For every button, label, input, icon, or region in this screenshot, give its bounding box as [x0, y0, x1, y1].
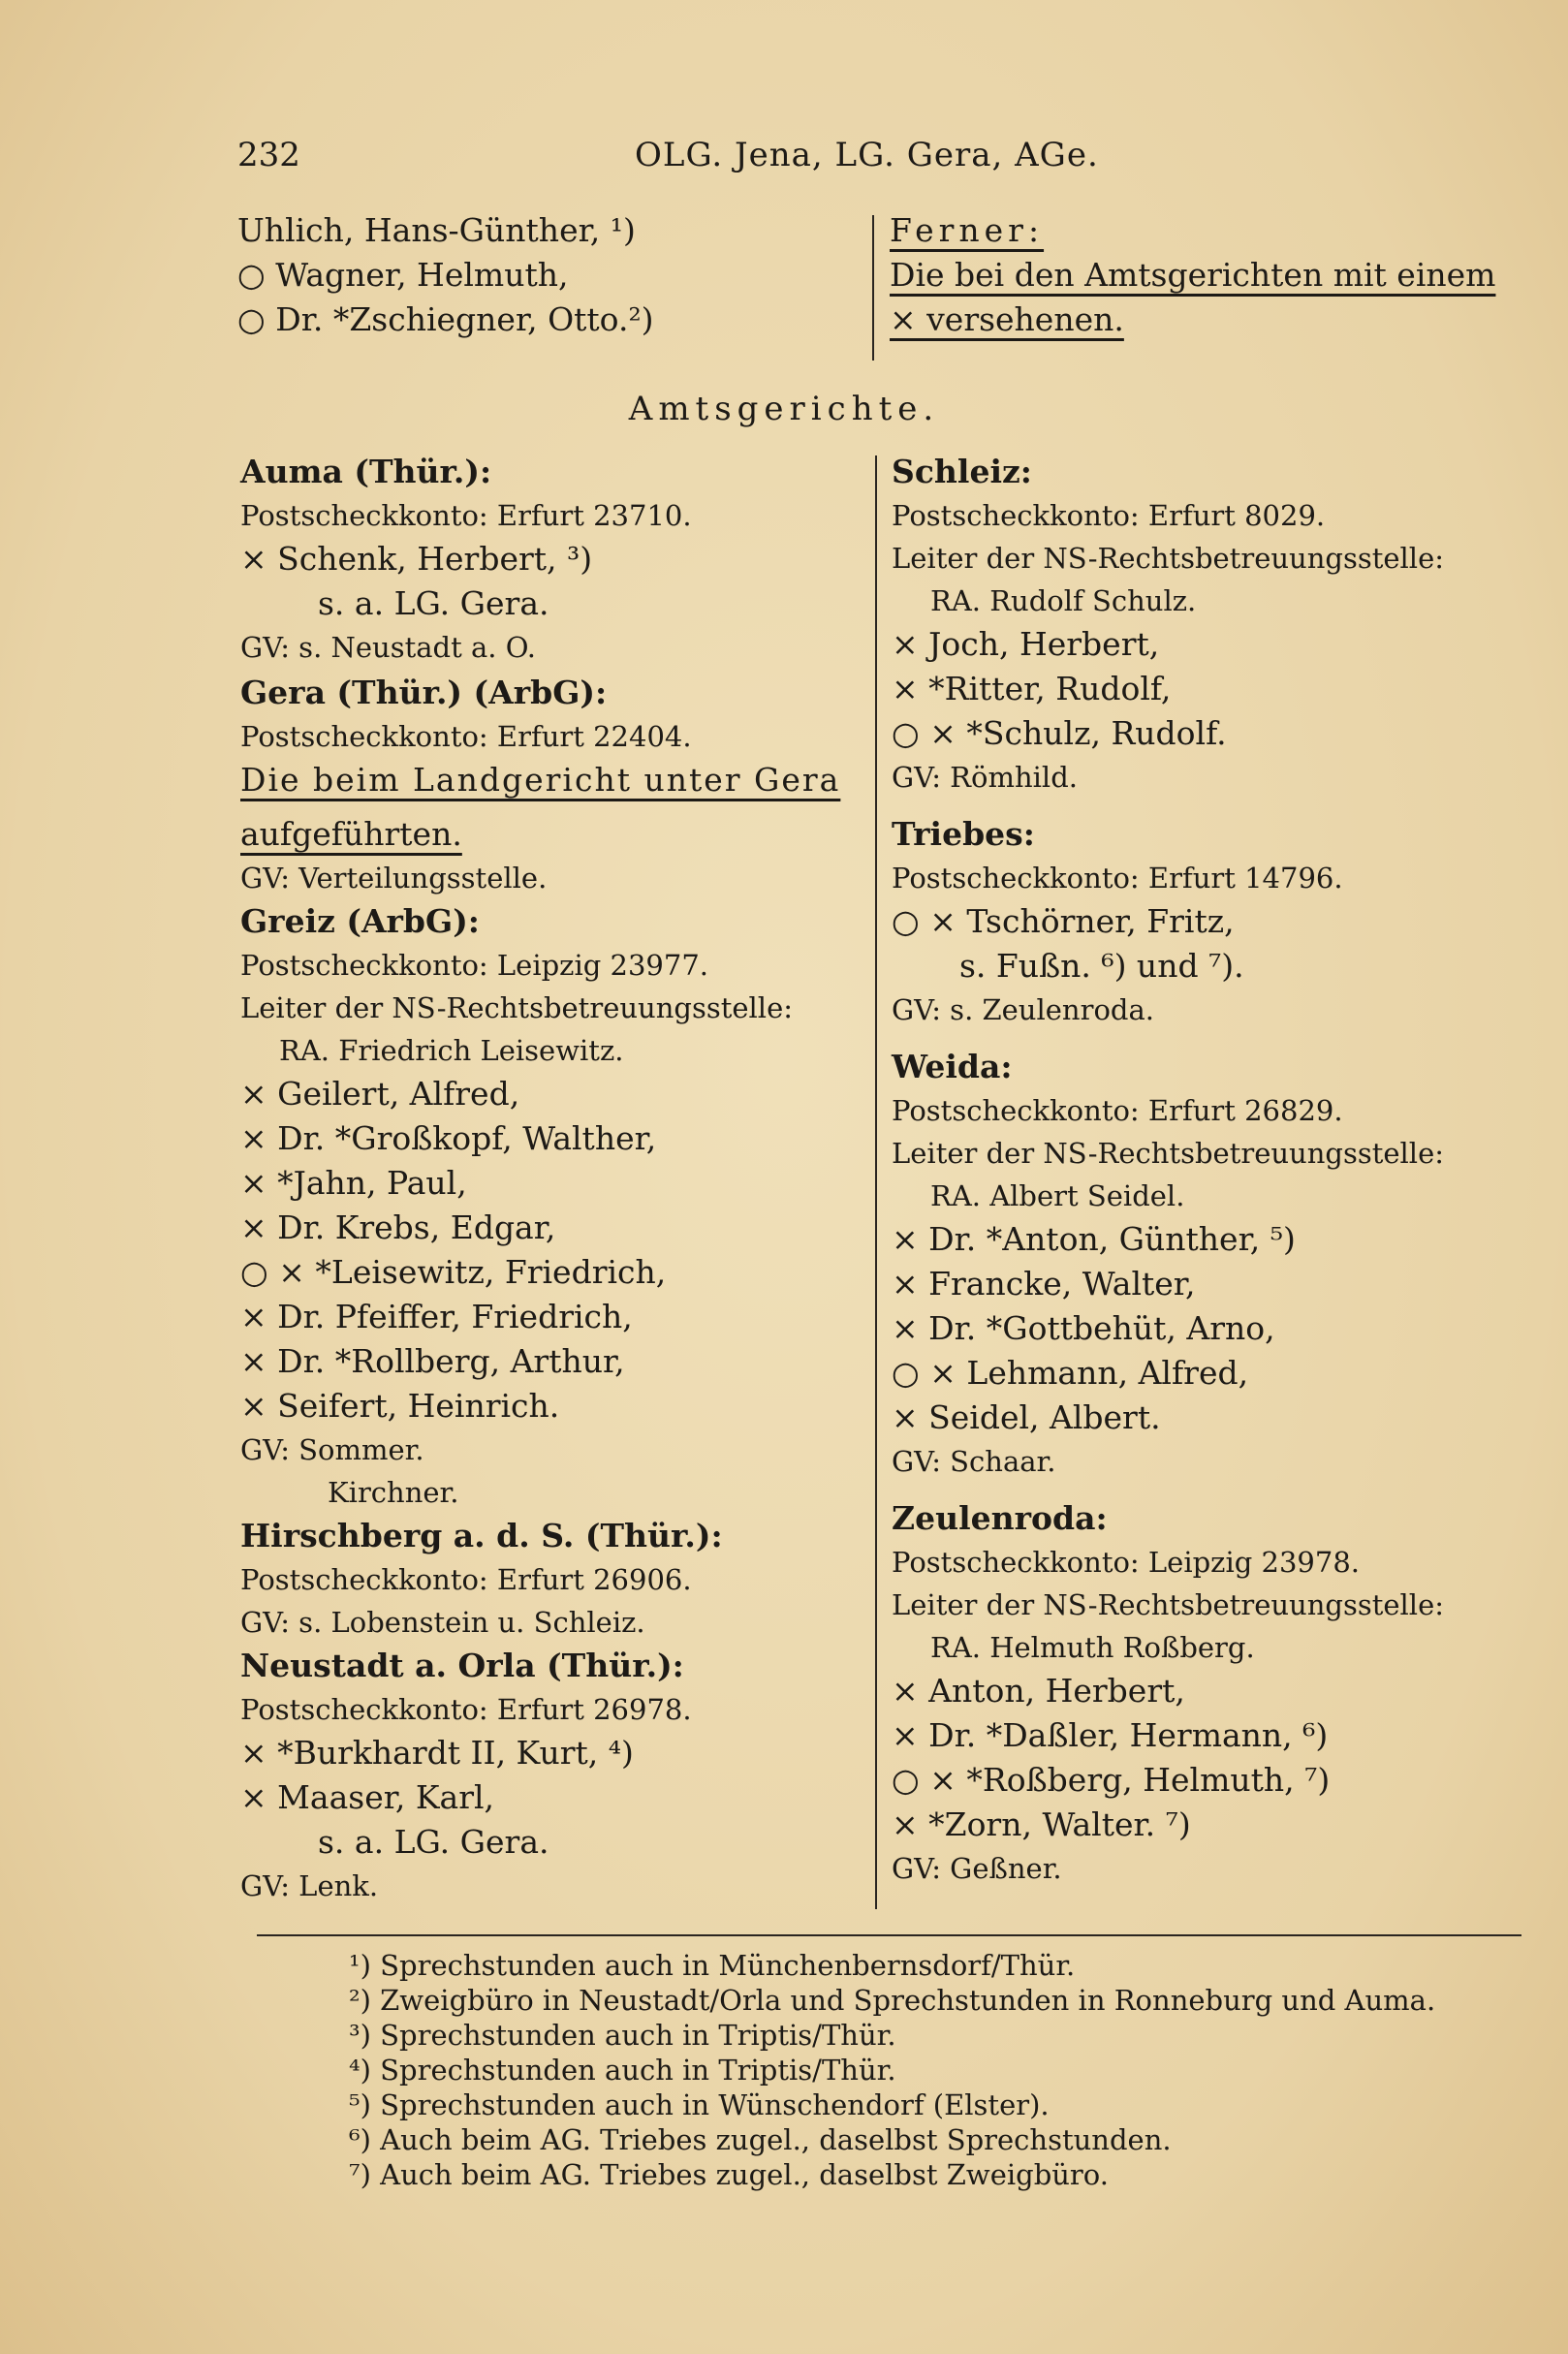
- list-item: ○ × Tschörner, Fritz,: [892, 902, 1235, 940]
- footnote: ³) Sprechstunden auch in Triptis/Thür.: [349, 2019, 896, 2052]
- list-item: × Seifert, Heinrich.: [240, 1387, 560, 1425]
- leiter-zeulenroda: Leiter der NS-Rechtsbetreuungsstelle:: [892, 1588, 1445, 1621]
- gv-greiz-2: Kirchner.: [328, 1476, 459, 1509]
- list-item: × Dr. *Daßler, Hermann, ⁶): [892, 1716, 1329, 1754]
- list-item: × Maaser, Karl,: [240, 1778, 495, 1816]
- postscheck-schleiz: Postscheckkonto: Erfurt 8029.: [892, 499, 1326, 532]
- court-heading-greiz: Greiz (ArbG):: [240, 902, 480, 940]
- list-item: ○ × *Roßberg, Helmuth, ⁷): [892, 1761, 1331, 1799]
- postscheck-hirschberg: Postscheckkonto: Erfurt 26906.: [240, 1563, 692, 1596]
- list-item: × Dr. Pfeiffer, Friedrich,: [240, 1298, 633, 1335]
- postscheck-greiz: Postscheckkonto: Leipzig 23977.: [240, 949, 708, 982]
- footnote: ¹) Sprechstunden auch in Münchenbernsdorf/Thür.: [349, 1949, 1076, 1982]
- list-item: ○ Dr. *Zschiegner, Otto.²): [237, 300, 654, 338]
- gv-schleiz: GV: Römhild.: [892, 761, 1078, 794]
- leiter-schleiz: Leiter der NS-Rechtsbetreuungsstelle:: [892, 542, 1445, 575]
- gera-note-2: aufgeführten.: [240, 815, 462, 853]
- leiter-greiz: Leiter der NS-Rechtsbetreuungsstelle:: [240, 991, 794, 1024]
- leiter-name-zeulenroda: RA. Helmuth Roßberg.: [930, 1631, 1255, 1664]
- gv-greiz: GV: Sommer.: [240, 1433, 424, 1466]
- list-item-note: s. a. LG. Gera.: [318, 1823, 549, 1861]
- list-item: × *Jahn, Paul,: [240, 1164, 467, 1202]
- list-item: ○ × *Leisewitz, Friedrich,: [240, 1253, 667, 1291]
- top-left-list: [237, 208, 858, 342]
- ferner-line-2: × versehenen.: [890, 300, 1124, 338]
- leiter-name-greiz: RA. Friedrich Leisewitz.: [279, 1034, 624, 1067]
- court-heading-schleiz: Schleiz:: [892, 453, 1032, 490]
- court-heading-neustadt: Neustadt a. Orla (Thür.):: [240, 1647, 684, 1684]
- list-item: × Dr. *Rollberg, Arthur,: [240, 1342, 625, 1380]
- footnote: ⁷) Auch beim AG. Triebes zugel., daselbst Zweigbüro.: [349, 2158, 1109, 2191]
- list-item: × Dr. Krebs, Edgar,: [240, 1208, 556, 1246]
- list-item: × Dr. *Großkopf, Walther,: [240, 1119, 657, 1157]
- gv-neustadt: GV: Lenk.: [240, 1869, 379, 1902]
- footnote: ⁶) Auch beim AG. Triebes zugel., daselbst Sprechstunden.: [349, 2123, 1172, 2156]
- footnote: ²) Zweigbüro in Neustadt/Orla und Sprechstunden in Ronneburg und Auma.: [349, 1984, 1436, 2017]
- footnotes: [349, 1948, 1560, 2192]
- list-item: ○ × *Schulz, Rudolf.: [892, 714, 1227, 752]
- gv-triebes: GV: s. Zeulenroda.: [892, 993, 1154, 1026]
- list-item: × Seidel, Albert.: [892, 1398, 1161, 1436]
- postscheck-gera: Postscheckkonto: Erfurt 22404.: [240, 720, 692, 753]
- footnote: ⁵) Sprechstunden auch in Wünschendorf (Elster).: [349, 2088, 1050, 2121]
- list-item: × Schenk, Herbert, ³): [240, 540, 593, 578]
- court-heading-weida: Weida:: [892, 1048, 1013, 1085]
- list-item: ○ × Lehmann, Alfred,: [892, 1354, 1249, 1392]
- gv-hirschberg: GV: s. Lobenstein u. Schleiz.: [240, 1606, 645, 1639]
- footnote-divider: [257, 1934, 1521, 1936]
- postscheck-zeulenroda: Postscheckkonto: Leipzig 23978.: [892, 1546, 1360, 1579]
- list-item: × Dr. *Anton, Günther, ⁵): [892, 1220, 1296, 1258]
- column-divider: [875, 455, 877, 1909]
- list-item: × *Zorn, Walter. ⁷): [892, 1805, 1191, 1843]
- list-item: × Anton, Herbert,: [892, 1672, 1185, 1710]
- footnote: ⁴) Sprechstunden auch in Triptis/Thür.: [349, 2054, 896, 2087]
- postscheck-neustadt: Postscheckkonto: Erfurt 26978.: [240, 1693, 692, 1726]
- list-item: × Francke, Walter,: [892, 1265, 1196, 1303]
- court-heading-zeulenroda: Zeulenroda:: [892, 1499, 1108, 1537]
- list-item-note: s. Fußn. ⁶) und ⁷).: [959, 947, 1244, 985]
- list-item: ○ Wagner, Helmuth,: [237, 256, 569, 294]
- postscheck-auma: Postscheckkonto: Erfurt 23710.: [240, 499, 692, 532]
- postscheck-triebes: Postscheckkonto: Erfurt 14796.: [892, 862, 1343, 895]
- gv-auma: GV: s. Neustadt a. O.: [240, 631, 536, 664]
- ferner-heading: Ferner:: [890, 211, 1045, 249]
- ferner-block: [890, 208, 1520, 342]
- list-item: × Dr. *Gottbehüt, Arno,: [892, 1309, 1275, 1347]
- page-header: [237, 136, 1526, 184]
- right-column: [892, 450, 1531, 1890]
- list-item: × *Burkhardt II, Kurt, ⁴): [240, 1734, 634, 1772]
- court-heading-triebes: Triebes:: [892, 815, 1035, 853]
- gv-weida: GV: Schaar.: [892, 1445, 1056, 1478]
- list-item: × Joch, Herbert,: [892, 625, 1160, 663]
- column-divider-top: [872, 215, 874, 361]
- list-item: Uhlich, Hans-Günther, ¹): [237, 211, 636, 249]
- list-item: × *Ritter, Rudolf,: [892, 670, 1172, 707]
- leiter-name-schleiz: RA. Rudolf Schulz.: [930, 584, 1197, 617]
- gera-note-1: Die beim Landgericht unter Gera: [240, 761, 841, 799]
- leiter-name-weida: RA. Albert Seidel.: [930, 1179, 1185, 1212]
- section-title: Amtsgerichte.: [628, 390, 940, 428]
- court-heading-hirschberg: Hirschberg a. d. S. (Thür.):: [240, 1517, 723, 1554]
- gv-zeulenroda: GV: Geßner.: [892, 1852, 1062, 1885]
- left-column: [240, 450, 861, 1907]
- running-title: OLG. Jena, LG. Gera, AGe.: [635, 136, 1099, 174]
- court-heading-gera: Gera (Thür.) (ArbG):: [240, 674, 608, 711]
- list-item: × Geilert, Alfred,: [240, 1075, 520, 1113]
- postscheck-weida: Postscheckkonto: Erfurt 26829.: [892, 1094, 1343, 1127]
- ferner-line-1: Die bei den Amtsgerichten mit einem: [890, 256, 1496, 294]
- leiter-weida: Leiter der NS-Rechtsbetreuungsstelle:: [892, 1137, 1445, 1170]
- gv-gera: GV: Verteilungsstelle.: [240, 862, 548, 895]
- court-heading-auma: Auma (Thür.):: [240, 453, 492, 490]
- page-number: 232: [237, 136, 300, 174]
- list-item-note: s. a. LG. Gera.: [318, 584, 549, 622]
